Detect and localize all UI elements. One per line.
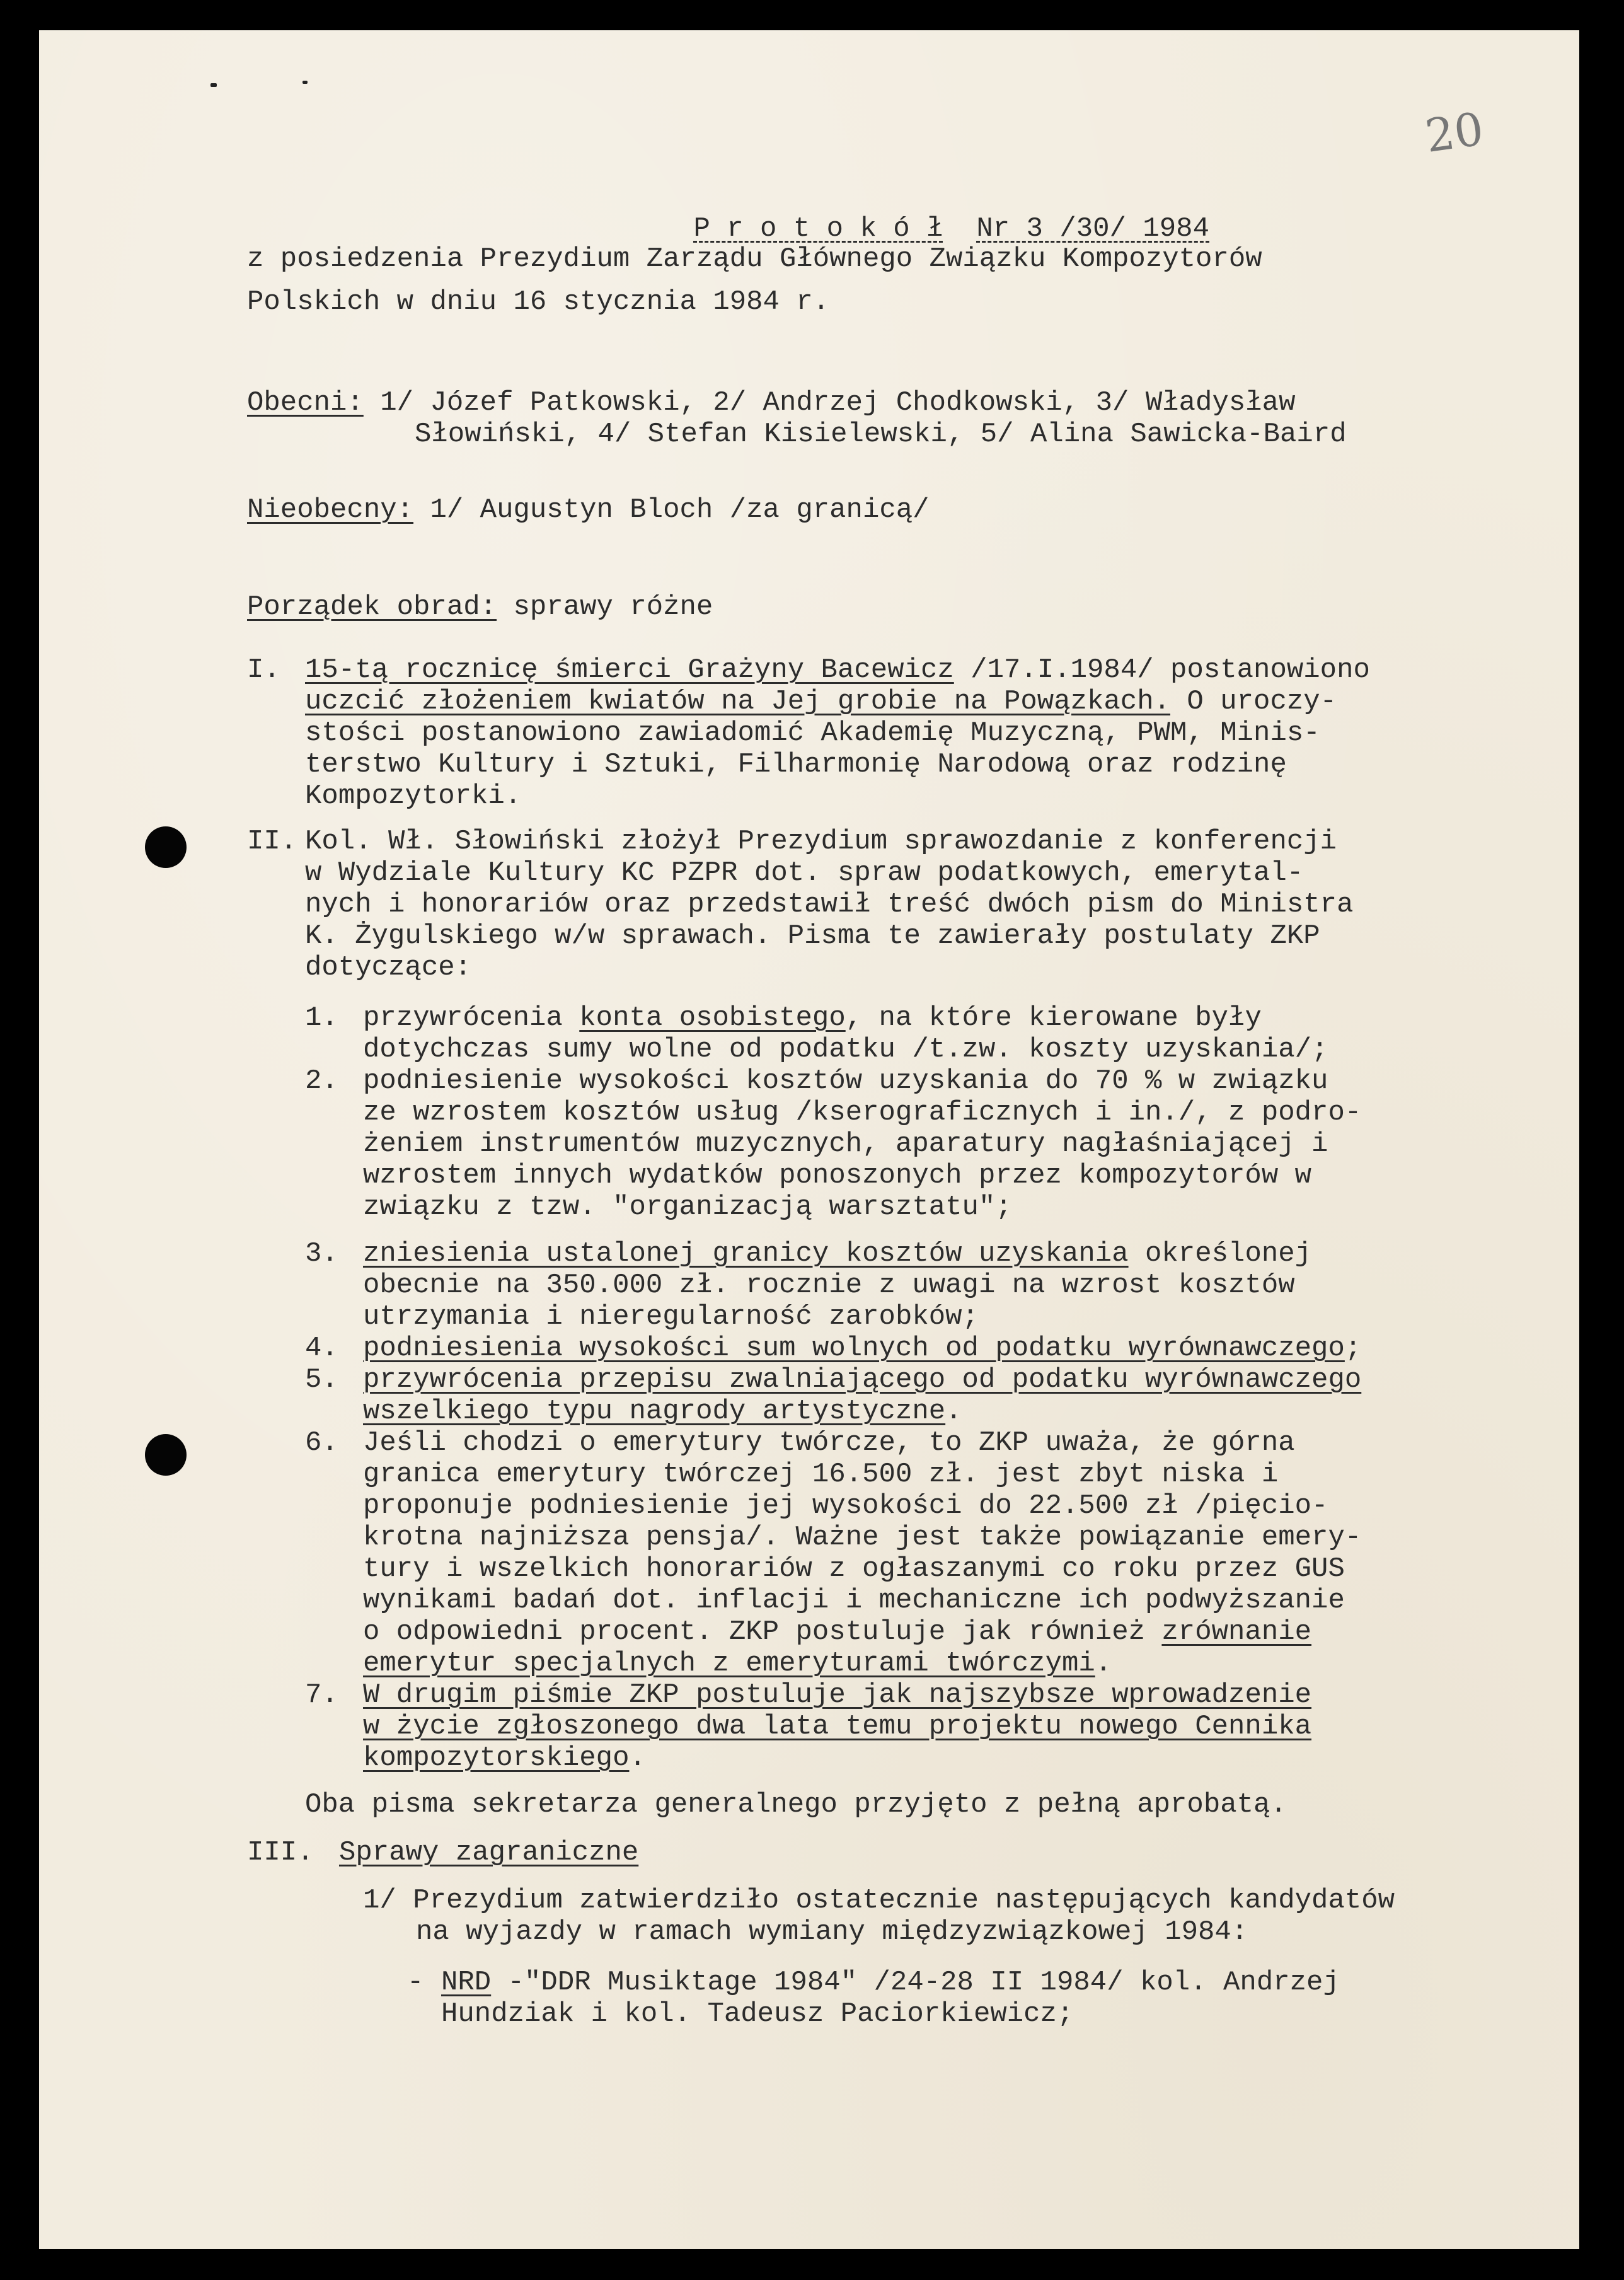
bullet-line-1-rest: -"DDR Musiktage 1984" /24-28 II 1984/ kol. Andrzej — [491, 1967, 1340, 1998]
section-3-para-line-1: 1/ Prezydium zatwierdziło ostatecznie następujących kandydatów — [363, 1885, 1395, 1916]
item-7-number: 7. — [305, 1679, 338, 1711]
item-5-number: 5. — [305, 1364, 338, 1396]
bullet-dash: - — [407, 1967, 424, 1998]
section-3-para-line-2: na wyjazdy w ramach wymiany międzyzwiązkowej 1984: — [416, 1916, 1248, 1948]
tax-exemption-rule: przywrócenia przepisu zwalniającego od podatku wyrównawczego — [363, 1364, 1362, 1396]
item-3-line-2: obecnie na 350.000 zł. rocznie z uwagi na wzrost kosztów — [363, 1270, 1295, 1301]
section-2-number: II. — [247, 826, 297, 857]
section-1-line-2 — [305, 686, 1337, 717]
present-line-2: Słowiński, 4/ Stefan Kisielewski, 5/ Alina Sawicka-Baird — [415, 419, 1347, 450]
item-2-line-5: związku z tzw. "organizacją warsztatu"; — [363, 1191, 1012, 1223]
section-2-line-2: w Wydziale Kultury KC PZPR dot. spraw podatkowych, emerytal- — [305, 857, 1304, 889]
item-6-line-8 — [363, 1648, 1112, 1679]
item-1-text-a: przywrócenia — [363, 1002, 580, 1034]
foreign-affairs-title: Sprawy zagraniczne — [339, 1837, 639, 1868]
bullet-line-1 — [441, 1967, 1340, 1998]
item-2-line-1: podniesienie wysokości kosztów uzyskania do 70 % w związku — [363, 1065, 1328, 1097]
item-6-line-4: krotna najniższa pensja/. Ważne jest także powiązanie emery- — [363, 1522, 1362, 1553]
price-list-project: w życie zgłoszonego dwa lata temu projektu nowego Cennika — [363, 1711, 1312, 1742]
equalization: zrównanie — [1161, 1616, 1312, 1648]
section-1-line-5: Kompozytorki. — [305, 780, 522, 812]
section-1-line-1-rest: /17.I.1984/ postanowiono — [953, 654, 1370, 686]
section-2-closing: Oba pisma sekretarza generalnego przyjęto z pełną aprobatą. — [305, 1789, 1287, 1820]
composers-price-list: kompozytorskiego — [363, 1742, 630, 1774]
section-2-line-5: dotyczące: — [305, 952, 472, 983]
section-1-number: I. — [247, 654, 280, 686]
nrd-label: NRD — [441, 1967, 492, 1998]
item-4-rest: ; — [1344, 1333, 1362, 1364]
item-6-line-8-rest: . — [1095, 1648, 1112, 1679]
item-5-line-1 — [363, 1364, 1361, 1396]
item-6-line-7 — [363, 1616, 1311, 1648]
section-1-line-2-rest: O uroczy- — [1170, 686, 1337, 717]
agenda-text: sprawy różne — [497, 591, 713, 623]
cost-limit-removal: zniesienia ustalonej granicy kosztów uzyskania — [363, 1238, 1129, 1270]
present-text: 1/ Józef Patkowski, 2/ Andrzej Chodkowski, 3/ Władysław — [363, 387, 1296, 419]
item-7-line-1 — [363, 1679, 1311, 1711]
item-7-line-3 — [363, 1742, 646, 1774]
document-page — [39, 30, 1579, 2249]
section-1-line-4: terstwo Kultury i Sztuki, Filharmonię Narodową oraz rodzinę — [305, 749, 1287, 780]
tax-free-sums: podniesienia wysokości sum wolnych od podatku wyrównawczego — [363, 1333, 1345, 1364]
item-6-line-2: granica emerytury twórczej 16.500 zł. jest zbyt niska i — [363, 1459, 1279, 1490]
item-4-number: 4. — [305, 1333, 338, 1364]
item-7-line-3-rest: . — [629, 1742, 646, 1774]
special-pensions: emerytur specjalnych z emeryturami twórczymi — [363, 1648, 1095, 1679]
artistic-awards: wszelkiego typu nagrody artystyczne — [363, 1396, 946, 1427]
section-2-line-3: nych i honorariów oraz przedstawił treść dwóch pism do Ministra — [305, 889, 1354, 920]
bacewicz-anniversary: 15-tą rocznicę śmierci Grażyny Bacewicz — [305, 654, 954, 686]
present-label: Obecni: — [247, 387, 364, 419]
item-2-number: 2. — [305, 1065, 338, 1097]
item-6-line-5: tury i wszelkich honorariów z ogłaszanymi co roku przez GUS — [363, 1553, 1345, 1585]
absent-text: 1/ Augustyn Bloch /za granicą/ — [413, 494, 930, 526]
present-line-1 — [247, 387, 1295, 419]
section-2-line-4: K. Żygulskiego w/w sprawach. Pisma te zawierały postulaty ZKP — [305, 920, 1320, 952]
typewritten-minutes — [39, 30, 1579, 2249]
item-5-rest: . — [945, 1396, 962, 1427]
item-1-line-2: dotychczas sumy wolne od podatku /t.zw. koszty uzyskania/; — [363, 1034, 1328, 1065]
item-7-line-2 — [363, 1711, 1311, 1742]
agenda-label: Porządek obrad: — [247, 591, 497, 623]
item-6-line-7-text: o odpowiedni procent. ZKP postuluje jak również — [363, 1616, 1162, 1648]
title-number: Nr 3 /30/ 1984 — [976, 213, 1209, 245]
item-5-line-2 — [363, 1396, 962, 1427]
subtitle-line-2: Polskich w dniu 16 stycznia 1984 r. — [247, 286, 830, 318]
item-1-number: 1. — [305, 1002, 338, 1034]
item-3-number: 3. — [305, 1238, 338, 1270]
introduction: wprowadzenie — [1112, 1679, 1312, 1711]
item-6-line-3: proponuje podniesienie jej wysokości do 22.500 zł /pięcio- — [363, 1490, 1328, 1522]
flowers-at-grave: uczcić złożeniem kwiatów na Jej grobie na Powązkach. — [305, 686, 1171, 717]
bullet-line-2: Hundziak i kol. Tadeusz Paciorkiewicz; — [441, 1998, 1074, 2030]
section-1-line-1 — [305, 654, 1370, 686]
item-6-number: 6. — [305, 1427, 338, 1459]
section-1-line-3: stości postanowiono zawiadomić Akademię Muzyczną, PWM, Minis- — [305, 717, 1320, 749]
absent-line — [247, 494, 930, 526]
handwritten-page-number: 20 — [1422, 102, 1487, 163]
item-2-line-3: żeniem instrumentów muzycznych, aparatury nagłaśniającej i — [363, 1128, 1328, 1160]
item-1-line-1 — [363, 1002, 1262, 1034]
item-6-line-6: wynikami badań dot. inflacji i mechaniczne ich podwyższanie — [363, 1585, 1345, 1616]
item-3-line-3: utrzymania i nieregularność zarobków; — [363, 1301, 979, 1333]
item-3-line-1 — [363, 1238, 1311, 1270]
item-3-rest: określonej — [1128, 1238, 1312, 1270]
subtitle-line-1: z posiedzenia Prezydium Zarządu Głównego Związku Kompozytorów — [247, 243, 1262, 275]
item-1-text-b: , na które kierowane były — [845, 1002, 1262, 1034]
title-word: P r o t o k ó ł — [693, 213, 943, 245]
item-2-line-2: ze wzrostem kosztów usług /kserograficznych i in./, z podro- — [363, 1097, 1362, 1128]
item-6-line-1: Jeśli chodzi o emerytury twórcze, to ZKP uważa, że górna — [363, 1427, 1295, 1459]
personal-account: konta osobistego — [579, 1002, 846, 1034]
item-7-line-1-text: W drugim piśmie ZKP postuluje jak najszybsze — [363, 1679, 1112, 1711]
item-4-line-1 — [363, 1333, 1361, 1364]
item-2-line-4: wzrostem innych wydatków ponoszonych przez kompozytorów w — [363, 1160, 1312, 1191]
section-3-number: III. — [247, 1837, 314, 1868]
section-2-line-1: Kol. Wł. Słowiński złożył Prezydium sprawozdanie z konferencji — [305, 826, 1337, 857]
absent-label: Nieobecny: — [247, 494, 414, 526]
section-3-title — [339, 1837, 638, 1868]
agenda-line — [247, 591, 713, 623]
